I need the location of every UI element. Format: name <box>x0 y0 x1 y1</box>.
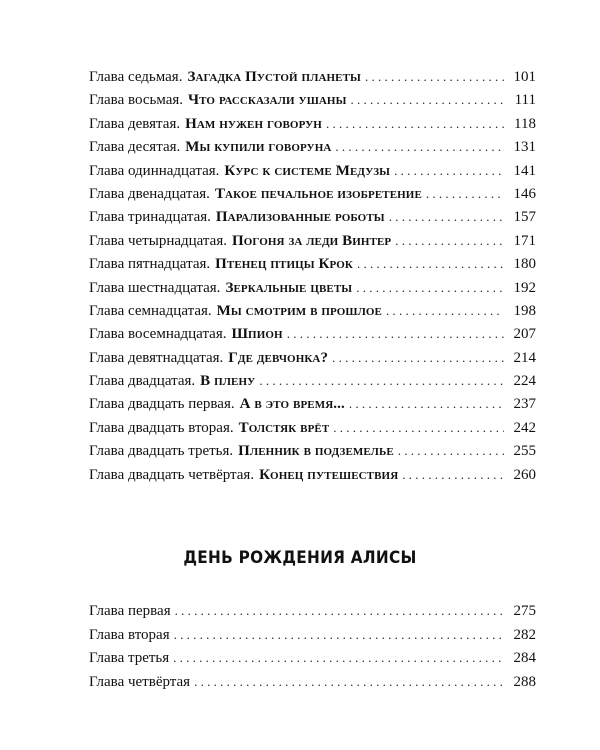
page-number: 275 <box>513 603 536 619</box>
chapter-label: Глава двадцать вторая. <box>89 419 234 436</box>
chapter-title: Мы купили говоруна <box>185 139 332 156</box>
chapter-label: Глава двадцать первая. <box>89 396 235 413</box>
page-number: 171 <box>513 232 536 249</box>
chapter-label: Глава вторая <box>89 626 170 643</box>
chapter-title: Нам нужен говорун <box>185 115 322 132</box>
chapter-label: Глава двенадцатая. <box>89 185 210 202</box>
chapter-label: Глава двадцать третья. <box>89 443 234 460</box>
chapter-title: В плену <box>200 373 256 390</box>
chapter-label: Глава восьмая. <box>89 92 184 109</box>
dot-leader <box>173 646 504 670</box>
toc-entry <box>89 463 536 486</box>
page-number: 207 <box>513 326 536 343</box>
chapter-label: Глава двадцатая. <box>89 373 196 390</box>
chapter-title: Загадка Пустой планеты <box>187 69 361 85</box>
chapter-title: Погоня за леди Винтер <box>231 232 392 249</box>
chapter-title: Что рассказали ушаны <box>188 92 347 109</box>
page-number: 198 <box>513 302 536 319</box>
toc-entry <box>89 670 536 694</box>
chapter-label: Глава семнадцатая. <box>89 302 212 319</box>
toc-entry <box>89 439 536 462</box>
table-of-contents <box>89 65 536 486</box>
dot-leader <box>386 299 504 322</box>
dot-leader <box>332 346 504 369</box>
dot-leader <box>394 159 504 182</box>
page-number: 131 <box>513 139 536 156</box>
dot-leader <box>398 439 504 462</box>
chapter-label: Глава четырнадцатая. <box>89 232 227 249</box>
toc-entry <box>89 252 536 275</box>
dot-leader <box>389 205 504 228</box>
toc-entry <box>89 392 536 415</box>
chapter-title: Конец путешествия <box>259 466 399 483</box>
dot-leader <box>357 252 504 275</box>
toc-entry <box>89 599 536 623</box>
toc-entry <box>89 135 536 158</box>
toc-entry <box>89 229 536 252</box>
chapter-label: Глава девятая. <box>89 115 181 132</box>
page-number: 192 <box>513 279 536 296</box>
chapter-title: Такое печальное изобретение <box>214 185 422 202</box>
toc-entry <box>89 205 536 228</box>
toc-entry <box>89 646 536 670</box>
toc-entry <box>89 416 536 439</box>
dot-leader <box>402 463 504 486</box>
chapter-title: Мы смотрим в прошлое <box>216 302 382 319</box>
dot-leader <box>365 65 504 88</box>
page-number: 224 <box>513 373 536 390</box>
chapter-label: Глава шестнадцатая. <box>89 279 221 296</box>
dot-leader <box>395 229 504 252</box>
dot-leader <box>426 182 504 205</box>
toc-entry <box>89 276 536 299</box>
toc-entry <box>89 182 536 205</box>
page-number: 111 <box>514 92 536 109</box>
chapter-title: Птенец птицы Крок <box>215 256 353 273</box>
toc-entry <box>89 346 536 369</box>
toc-entry <box>89 112 536 135</box>
page-number: 242 <box>513 419 536 436</box>
page-number: 146 <box>513 185 536 202</box>
chapter-title: Шпион <box>231 326 283 343</box>
page-number: 101 <box>513 69 536 85</box>
chapter-label: Глава третья <box>89 650 170 667</box>
dot-leader <box>356 276 504 299</box>
toc-entry <box>89 65 536 88</box>
page-number: 237 <box>513 396 536 413</box>
dot-leader <box>335 135 504 158</box>
chapter-title: Парализованные роботы <box>215 209 385 226</box>
page-number: 214 <box>513 349 536 366</box>
toc-entry <box>89 322 536 345</box>
dot-leader <box>326 112 504 135</box>
chapter-title: Зеркальные цветы <box>225 279 353 296</box>
chapter-label: Глава девятнадцатая. <box>89 349 224 366</box>
chapter-title: Где девчонка? <box>228 349 329 366</box>
chapter-title: Толстяк врёт <box>238 419 330 436</box>
chapter-title: Курс к системе Медузы <box>224 162 391 179</box>
chapter-label: Глава седьмая. <box>89 69 183 85</box>
page-number: 118 <box>514 115 536 132</box>
chapter-label: Глава восемнадцатая. <box>89 326 227 343</box>
dot-leader <box>349 392 504 415</box>
dot-leader <box>333 416 504 439</box>
page-number: 288 <box>513 673 536 690</box>
chapter-label: Глава пятнадцатая. <box>89 256 211 273</box>
page-number: 282 <box>513 626 536 643</box>
chapter-label: Глава десятая. <box>89 139 181 156</box>
toc-entry <box>89 88 536 111</box>
chapter-label: Глава первая <box>89 603 171 619</box>
page-number: 157 <box>513 209 536 226</box>
chapter-title: Пленник в подземелье <box>238 443 394 460</box>
page-number: 260 <box>513 466 536 483</box>
page-number: 284 <box>513 650 536 667</box>
page-number: 141 <box>513 162 536 179</box>
page-number: 255 <box>513 443 536 460</box>
toc-entry <box>89 369 536 392</box>
dot-leader <box>351 88 505 111</box>
section-title: ДЕНЬ РОЖДЕНИЯ АЛИСЫ <box>183 548 417 568</box>
dot-leader <box>287 322 504 345</box>
chapter-label: Глава двадцать четвёртая. <box>89 466 255 483</box>
chapter-label: Глава одиннадцатая. <box>89 162 220 179</box>
toc-entry <box>89 623 536 647</box>
dot-leader <box>259 369 504 392</box>
chapter-label: Глава четвёртая <box>89 673 191 690</box>
chapter-label: Глава тринадцатая. <box>89 209 211 226</box>
dot-leader <box>175 599 504 623</box>
section-contents <box>89 599 536 693</box>
toc-entry <box>89 299 536 322</box>
chapter-title: А в это время... <box>239 396 345 413</box>
dot-leader <box>194 670 504 694</box>
toc-entry <box>89 159 536 182</box>
page-number: 180 <box>513 256 536 273</box>
dot-leader <box>174 623 504 647</box>
